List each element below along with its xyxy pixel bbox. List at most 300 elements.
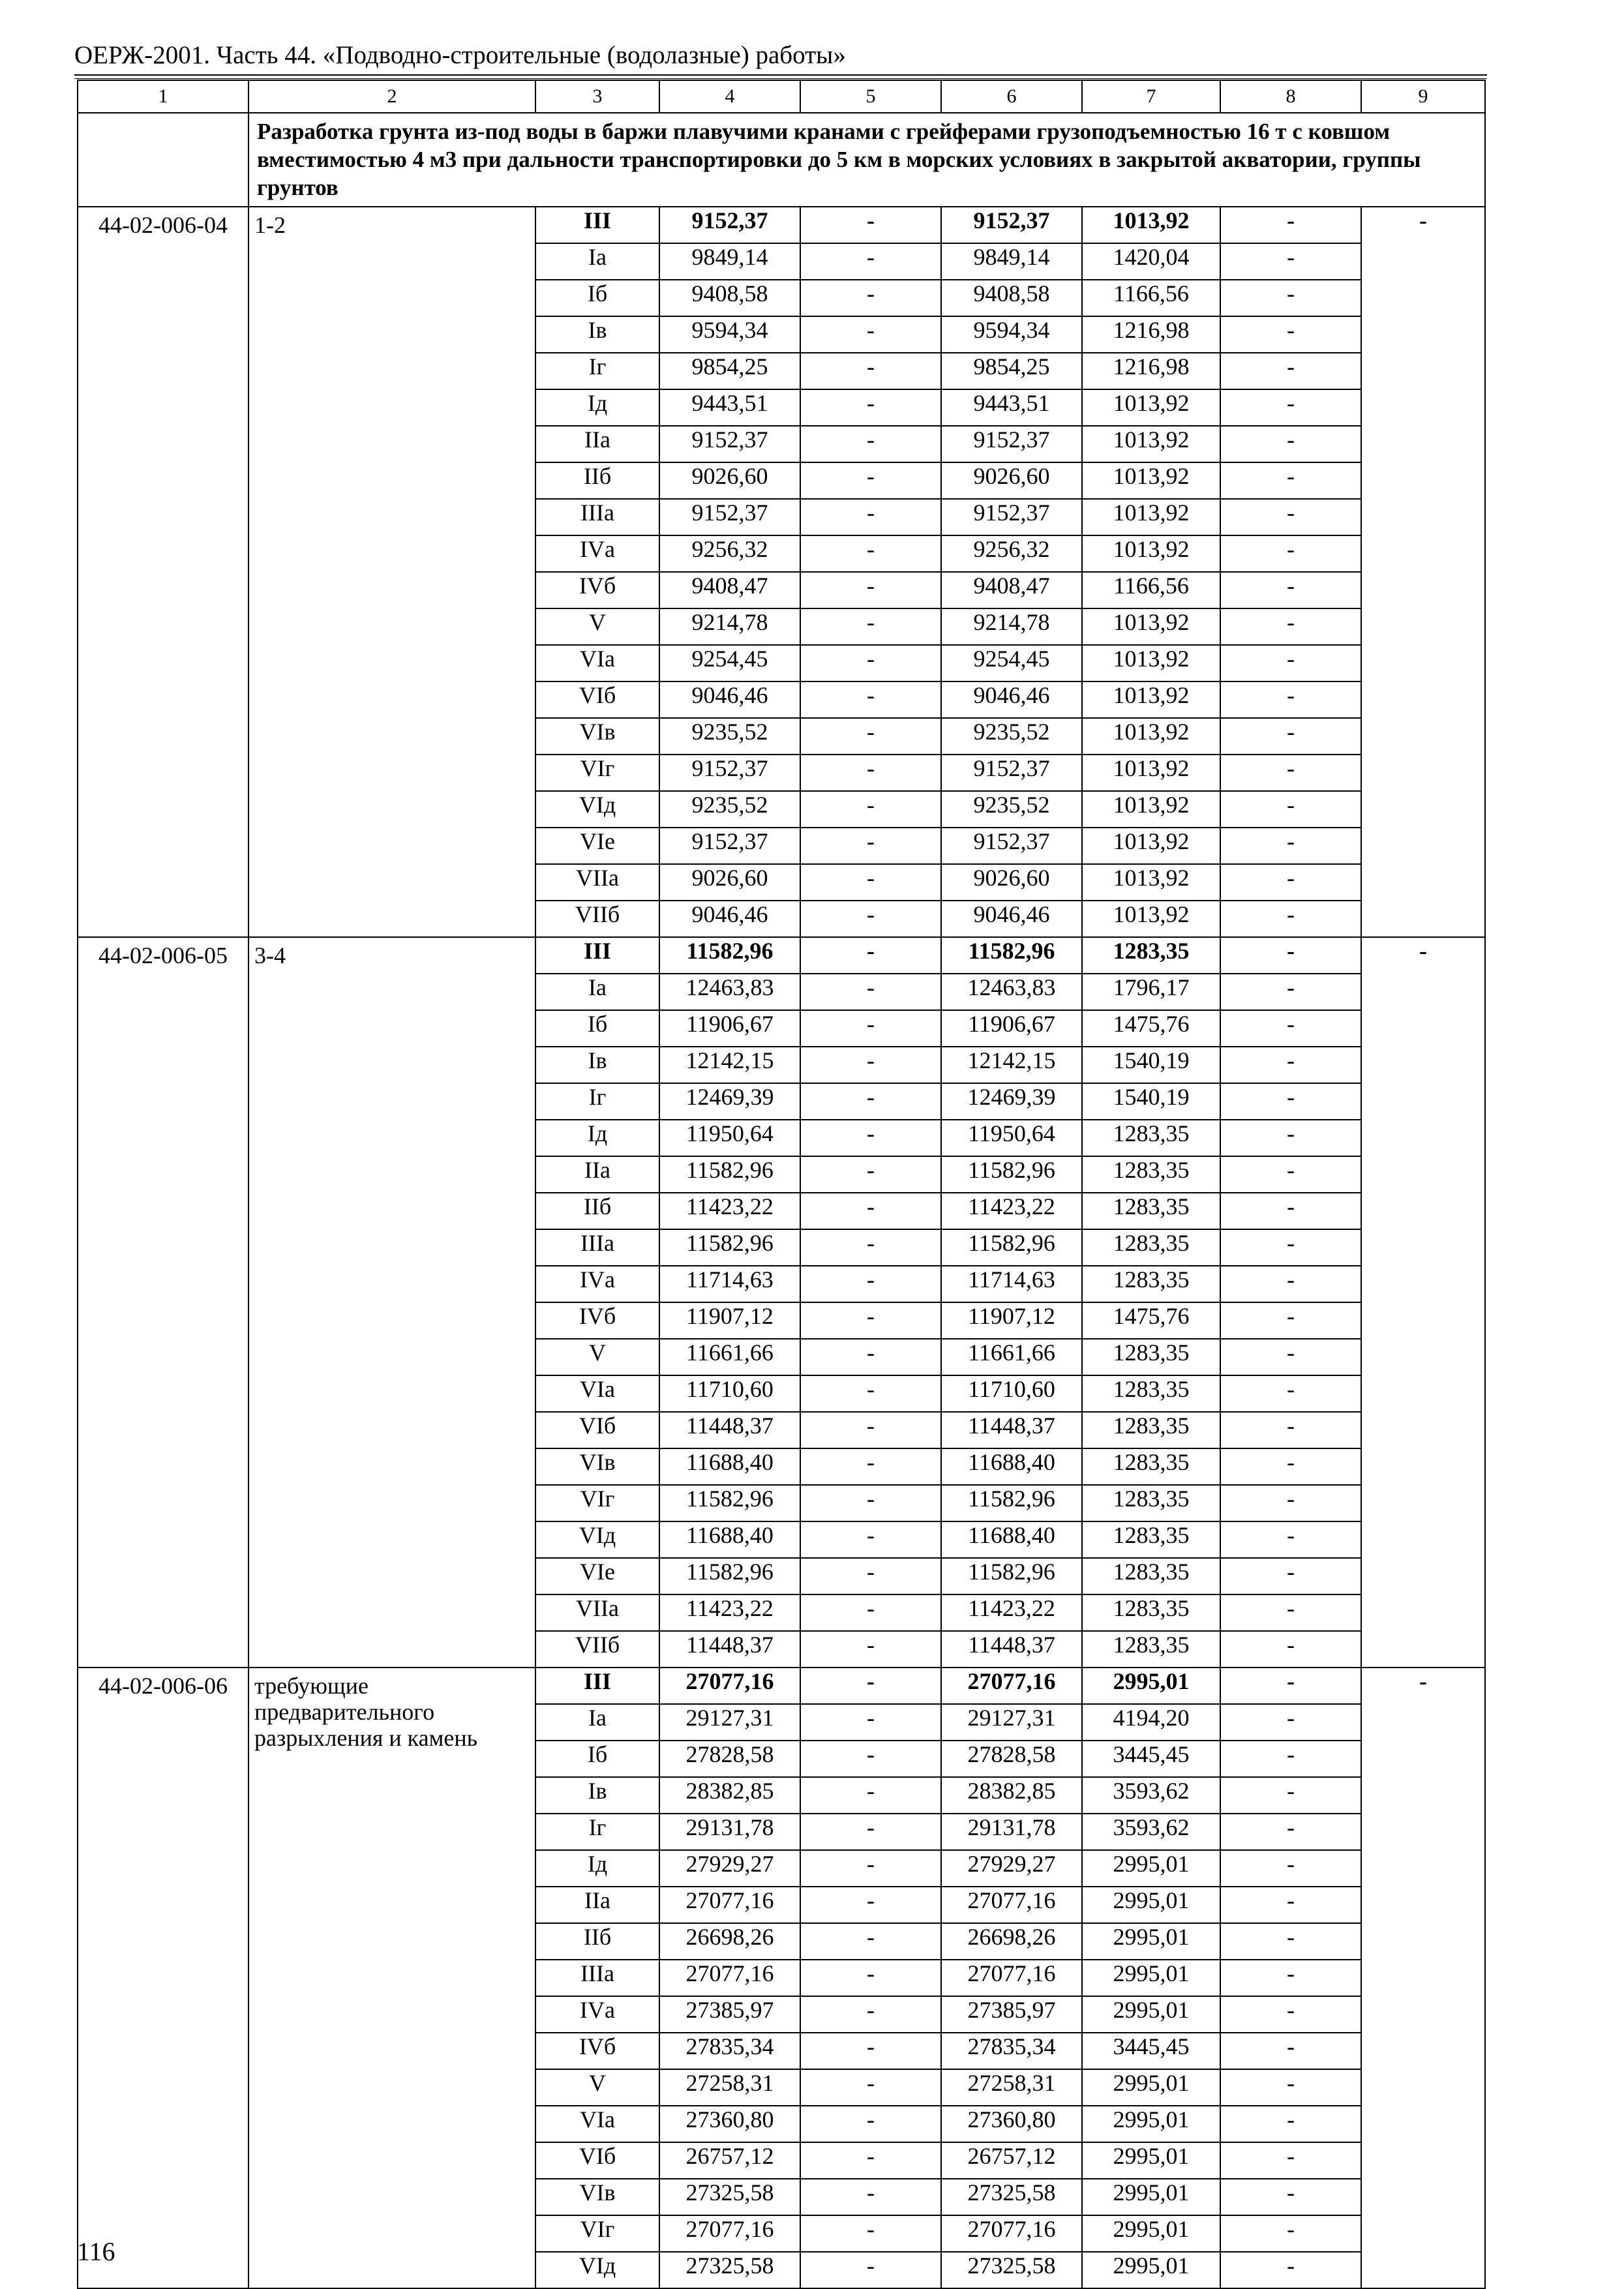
operator-wage-cell: 1540,19 — [1082, 1047, 1220, 1083]
price-zone-cell: III — [535, 1668, 659, 1704]
machine-cost-cell: 27325,58 — [941, 2179, 1082, 2215]
materials-cost-cell: - — [1220, 462, 1361, 499]
machine-cost-cell: 29131,78 — [941, 1814, 1082, 1850]
column-number: 1 — [78, 80, 248, 113]
materials-cost-cell: - — [1220, 243, 1361, 280]
operator-wage-cell: 1013,92 — [1082, 389, 1220, 426]
direct-cost-cell: 27077,16 — [659, 1960, 800, 1996]
machine-cost-cell: 9046,46 — [941, 901, 1082, 937]
price-zone-cell: IVа — [535, 1266, 659, 1302]
operator-wage-cell: 1166,56 — [1082, 280, 1220, 316]
materials-cost-cell: - — [1220, 2069, 1361, 2106]
price-zone-cell: VIд — [535, 1521, 659, 1558]
labor-cost-cell: - — [800, 1412, 941, 1448]
materials-cost-cell: - — [1220, 1156, 1361, 1193]
page-number: 116 — [77, 2237, 115, 2266]
operator-wage-cell: 3445,45 — [1082, 1741, 1220, 1777]
price-zone-cell: Iд — [535, 1120, 659, 1156]
materials-cost-cell: - — [1220, 1887, 1361, 1923]
operator-wage-cell: 1283,35 — [1082, 1558, 1220, 1594]
direct-cost-cell: 26698,26 — [659, 1923, 800, 1960]
direct-cost-cell: 9152,37 — [659, 499, 800, 535]
direct-cost-cell: 11582,96 — [659, 1558, 800, 1594]
labor-cost-cell: - — [800, 1448, 941, 1485]
price-zone-cell: Iг — [535, 353, 659, 389]
materials-cost-cell: - — [1220, 791, 1361, 828]
direct-cost-cell: 9408,47 — [659, 572, 800, 608]
column-number: 3 — [535, 80, 659, 113]
direct-cost-cell: 11582,96 — [659, 1229, 800, 1266]
direct-cost-cell: 27835,34 — [659, 2033, 800, 2069]
labor-cost-cell: - — [800, 426, 941, 462]
labor-cost-cell: - — [800, 243, 941, 280]
direct-cost-cell: 9046,46 — [659, 681, 800, 718]
machine-cost-cell: 11950,64 — [941, 1120, 1082, 1156]
operator-wage-cell: 2995,01 — [1082, 1960, 1220, 1996]
operator-wage-cell: 1283,35 — [1082, 1448, 1220, 1485]
materials-cost-cell: - — [1220, 1339, 1361, 1375]
price-zone-cell: IIб — [535, 462, 659, 499]
labor-cost-cell: - — [800, 353, 941, 389]
labor-cost-cell: - — [800, 608, 941, 645]
labor-cost-cell: - — [800, 1668, 941, 1704]
operator-wage-cell: 1283,35 — [1082, 937, 1220, 974]
labor-cost-cell: - — [800, 1339, 941, 1375]
direct-cost-cell: 9026,60 — [659, 864, 800, 901]
operator-wage-cell: 1283,35 — [1082, 1156, 1220, 1193]
labor-cost-cell: - — [800, 1156, 941, 1193]
materials-cost-cell: - — [1220, 1960, 1361, 1996]
operator-wage-cell: 1013,92 — [1082, 791, 1220, 828]
price-zone-cell: Iб — [535, 280, 659, 316]
empty-cell — [78, 113, 248, 207]
labor-cost-cell: - — [800, 2069, 941, 2106]
direct-cost-cell: 29131,78 — [659, 1814, 800, 1850]
direct-cost-cell: 9152,37 — [659, 426, 800, 462]
rate-code-cell: 44-02-006-04 — [78, 207, 248, 937]
price-zone-cell: Iг — [535, 1814, 659, 1850]
direct-cost-cell: 11582,96 — [659, 1156, 800, 1193]
direct-cost-cell: 9854,25 — [659, 353, 800, 389]
column-number: 9 — [1361, 80, 1485, 113]
machine-cost-cell: 11714,63 — [941, 1266, 1082, 1302]
materials-cost-cell: - — [1220, 389, 1361, 426]
operator-wage-cell: 1166,56 — [1082, 572, 1220, 608]
materials-cost-cell: - — [1220, 974, 1361, 1010]
extra-cell: - — [1361, 937, 1485, 1668]
labor-cost-cell: - — [800, 1850, 941, 1887]
machine-cost-cell: 9214,78 — [941, 608, 1082, 645]
labor-cost-cell: - — [800, 2033, 941, 2069]
direct-cost-cell: 11582,96 — [659, 937, 800, 974]
materials-cost-cell: - — [1220, 499, 1361, 535]
materials-cost-cell: - — [1220, 1047, 1361, 1083]
materials-cost-cell: - — [1220, 718, 1361, 755]
machine-cost-cell: 11710,60 — [941, 1375, 1082, 1412]
direct-cost-cell: 27077,16 — [659, 1887, 800, 1923]
price-zone-cell: Iв — [535, 316, 659, 353]
header-rule — [74, 74, 1487, 76]
soil-group-cell: требующие предварительного разрыхления и камень — [248, 1668, 535, 2288]
materials-cost-cell: - — [1220, 1083, 1361, 1120]
labor-cost-cell: - — [800, 718, 941, 755]
column-number: 5 — [800, 80, 941, 113]
machine-cost-cell: 9443,51 — [941, 389, 1082, 426]
labor-cost-cell: - — [800, 1996, 941, 2033]
price-zone-cell: IIб — [535, 1193, 659, 1229]
section-title-row — [78, 113, 1485, 207]
labor-cost-cell: - — [800, 535, 941, 572]
direct-cost-cell: 11661,66 — [659, 1339, 800, 1375]
price-zone-cell: VIа — [535, 2106, 659, 2142]
operator-wage-cell: 1283,35 — [1082, 1412, 1220, 1448]
direct-cost-cell: 9254,45 — [659, 645, 800, 681]
materials-cost-cell: - — [1220, 681, 1361, 718]
machine-cost-cell: 11582,96 — [941, 1156, 1082, 1193]
materials-cost-cell: - — [1220, 1923, 1361, 1960]
price-zone-cell: III — [535, 207, 659, 243]
labor-cost-cell: - — [800, 1594, 941, 1631]
materials-cost-cell: - — [1220, 572, 1361, 608]
materials-cost-cell: - — [1220, 316, 1361, 353]
price-zone-cell: Iв — [535, 1777, 659, 1814]
materials-cost-cell: - — [1220, 2033, 1361, 2069]
direct-cost-cell: 27929,27 — [659, 1850, 800, 1887]
price-zone-cell: VIIб — [535, 1631, 659, 1668]
labor-cost-cell: - — [800, 1266, 941, 1302]
labor-cost-cell: - — [800, 1083, 941, 1120]
machine-cost-cell: 9254,45 — [941, 645, 1082, 681]
machine-cost-cell: 27077,16 — [941, 1887, 1082, 1923]
direct-cost-cell: 27828,58 — [659, 1741, 800, 1777]
materials-cost-cell: - — [1220, 1266, 1361, 1302]
labor-cost-cell: - — [800, 755, 941, 791]
price-zone-cell: V — [535, 608, 659, 645]
operator-wage-cell: 2995,01 — [1082, 2069, 1220, 2106]
labor-cost-cell: - — [800, 462, 941, 499]
price-zone-cell: VIIа — [535, 1594, 659, 1631]
labor-cost-cell: - — [800, 389, 941, 426]
price-zone-cell: IIIа — [535, 1960, 659, 1996]
price-zone-cell: VIIб — [535, 901, 659, 937]
price-zone-cell: IVб — [535, 572, 659, 608]
labor-cost-cell: - — [800, 280, 941, 316]
operator-wage-cell: 1420,04 — [1082, 243, 1220, 280]
machine-cost-cell: 9026,60 — [941, 462, 1082, 499]
direct-cost-cell: 9256,32 — [659, 535, 800, 572]
direct-cost-cell: 29127,31 — [659, 1704, 800, 1741]
materials-cost-cell: - — [1220, 1814, 1361, 1850]
direct-cost-cell: 27258,31 — [659, 2069, 800, 2106]
page-header: ОЕРЖ-2001. Часть 44. «Подводно-строительные (водолазные) работы» — [74, 41, 846, 69]
machine-cost-cell: 26757,12 — [941, 2142, 1082, 2179]
materials-cost-cell: - — [1220, 1521, 1361, 1558]
machine-cost-cell: 9235,52 — [941, 718, 1082, 755]
direct-cost-cell: 27385,97 — [659, 1996, 800, 2033]
direct-cost-cell: 9046,46 — [659, 901, 800, 937]
operator-wage-cell: 1283,35 — [1082, 1266, 1220, 1302]
price-zone-cell: VIе — [535, 828, 659, 864]
operator-wage-cell: 1013,92 — [1082, 462, 1220, 499]
direct-cost-cell: 26757,12 — [659, 2142, 800, 2179]
price-zone-cell: IVб — [535, 2033, 659, 2069]
operator-wage-cell: 2995,01 — [1082, 2106, 1220, 2142]
direct-cost-cell: 9152,37 — [659, 755, 800, 791]
labor-cost-cell: - — [800, 1485, 941, 1521]
direct-cost-cell: 9235,52 — [659, 791, 800, 828]
direct-cost-cell: 11448,37 — [659, 1631, 800, 1668]
machine-cost-cell: 11423,22 — [941, 1594, 1082, 1631]
machine-cost-cell: 29127,31 — [941, 1704, 1082, 1741]
price-zone-cell: IIIа — [535, 1229, 659, 1266]
materials-cost-cell: - — [1220, 207, 1361, 243]
materials-cost-cell: - — [1220, 937, 1361, 974]
price-zone-cell: IVа — [535, 535, 659, 572]
operator-wage-cell: 2995,01 — [1082, 1923, 1220, 1960]
price-zone-cell: VIIа — [535, 864, 659, 901]
column-number: 7 — [1082, 80, 1220, 113]
price-zone-cell: IVа — [535, 1996, 659, 2033]
machine-cost-cell: 11906,67 — [941, 1010, 1082, 1047]
labor-cost-cell: - — [800, 1923, 941, 1960]
operator-wage-cell: 2995,01 — [1082, 1996, 1220, 2033]
price-zone-cell: VIв — [535, 718, 659, 755]
operator-wage-cell: 2995,01 — [1082, 2179, 1220, 2215]
labor-cost-cell: - — [800, 791, 941, 828]
direct-cost-cell: 9026,60 — [659, 462, 800, 499]
direct-cost-cell: 9214,78 — [659, 608, 800, 645]
operator-wage-cell: 1283,35 — [1082, 1485, 1220, 1521]
machine-cost-cell: 11688,40 — [941, 1521, 1082, 1558]
labor-cost-cell: - — [800, 572, 941, 608]
labor-cost-cell: - — [800, 1777, 941, 1814]
machine-cost-cell: 27385,97 — [941, 1996, 1082, 2033]
materials-cost-cell: - — [1220, 1302, 1361, 1339]
materials-cost-cell: - — [1220, 864, 1361, 901]
labor-cost-cell: - — [800, 1375, 941, 1412]
soil-group-cell: 3-4 — [248, 937, 535, 1668]
header-rule-thin — [74, 78, 1487, 79]
labor-cost-cell: - — [800, 207, 941, 243]
labor-cost-cell: - — [800, 828, 941, 864]
direct-cost-cell: 11423,22 — [659, 1193, 800, 1229]
machine-cost-cell: 9594,34 — [941, 316, 1082, 353]
price-zone-cell: Iд — [535, 1850, 659, 1887]
operator-wage-cell: 1013,92 — [1082, 718, 1220, 755]
price-zone-cell: IIа — [535, 1156, 659, 1193]
machine-cost-cell: 28382,85 — [941, 1777, 1082, 1814]
labor-cost-cell: - — [800, 937, 941, 974]
labor-cost-cell: - — [800, 316, 941, 353]
operator-wage-cell: 1283,35 — [1082, 1375, 1220, 1412]
materials-cost-cell: - — [1220, 1412, 1361, 1448]
materials-cost-cell: - — [1220, 1558, 1361, 1594]
labor-cost-cell: - — [800, 1302, 941, 1339]
operator-wage-cell: 1013,92 — [1082, 426, 1220, 462]
machine-cost-cell: 9854,25 — [941, 353, 1082, 389]
direct-cost-cell: 11906,67 — [659, 1010, 800, 1047]
labor-cost-cell: - — [800, 2142, 941, 2179]
direct-cost-cell: 9235,52 — [659, 718, 800, 755]
materials-cost-cell: - — [1220, 608, 1361, 645]
operator-wage-cell: 1013,92 — [1082, 681, 1220, 718]
operator-wage-cell: 1283,35 — [1082, 1120, 1220, 1156]
direct-cost-cell: 12469,39 — [659, 1083, 800, 1120]
materials-cost-cell: - — [1220, 426, 1361, 462]
machine-cost-cell: 9152,37 — [941, 207, 1082, 243]
direct-cost-cell: 11688,40 — [659, 1521, 800, 1558]
price-zone-cell: Iа — [535, 243, 659, 280]
materials-cost-cell: - — [1220, 2106, 1361, 2142]
machine-cost-cell: 9408,58 — [941, 280, 1082, 316]
machine-cost-cell: 11582,96 — [941, 937, 1082, 974]
materials-cost-cell: - — [1220, 1485, 1361, 1521]
price-zone-cell: IIIа — [535, 499, 659, 535]
price-zone-cell: IVб — [535, 1302, 659, 1339]
operator-wage-cell: 1216,98 — [1082, 353, 1220, 389]
table-row — [78, 937, 1485, 974]
price-zone-cell: VIб — [535, 681, 659, 718]
machine-cost-cell: 27077,16 — [941, 2215, 1082, 2252]
labor-cost-cell: - — [800, 1814, 941, 1850]
direct-cost-cell: 9152,37 — [659, 207, 800, 243]
labor-cost-cell: - — [800, 645, 941, 681]
materials-cost-cell: - — [1220, 1375, 1361, 1412]
section-title: Разработка грунта из-под воды в баржи плавучими кранами с грейферами грузоподъемностью 16 т с ковшом вместимостью 4 м3 при дальности транспортировки до 5 км в морских условиях в закрытой акватории, группы грунтов — [257, 119, 1421, 200]
direct-cost-cell: 27360,80 — [659, 2106, 800, 2142]
materials-cost-cell: - — [1220, 1996, 1361, 2033]
price-zone-cell: IIа — [535, 426, 659, 462]
price-zone-cell: VIг — [535, 755, 659, 791]
machine-cost-cell: 9408,47 — [941, 572, 1082, 608]
column-number: 4 — [659, 80, 800, 113]
labor-cost-cell: - — [800, 901, 941, 937]
labor-cost-cell: - — [800, 974, 941, 1010]
price-zone-cell: VIд — [535, 2252, 659, 2288]
price-zone-cell: IIа — [535, 1887, 659, 1923]
direct-cost-cell: 11423,22 — [659, 1594, 800, 1631]
direct-cost-cell: 11448,37 — [659, 1412, 800, 1448]
operator-wage-cell: 1283,35 — [1082, 1521, 1220, 1558]
price-zone-cell: VIе — [535, 1558, 659, 1594]
materials-cost-cell: - — [1220, 1120, 1361, 1156]
direct-cost-cell: 9408,58 — [659, 280, 800, 316]
labor-cost-cell: - — [800, 1741, 941, 1777]
direct-cost-cell: 12142,15 — [659, 1047, 800, 1083]
rates-table — [77, 80, 1486, 2289]
materials-cost-cell: - — [1220, 1704, 1361, 1741]
price-zone-cell: Iд — [535, 389, 659, 426]
machine-cost-cell: 26698,26 — [941, 1923, 1082, 1960]
price-zone-cell: VIд — [535, 791, 659, 828]
machine-cost-cell: 9152,37 — [941, 755, 1082, 791]
price-zone-cell: VIг — [535, 2215, 659, 2252]
labor-cost-cell: - — [800, 1193, 941, 1229]
price-zone-cell: Iв — [535, 1047, 659, 1083]
direct-cost-cell: 27077,16 — [659, 2215, 800, 2252]
machine-cost-cell: 27325,58 — [941, 2252, 1082, 2288]
operator-wage-cell: 1013,92 — [1082, 828, 1220, 864]
price-zone-cell: VIб — [535, 1412, 659, 1448]
direct-cost-cell: 27077,16 — [659, 1668, 800, 1704]
machine-cost-cell: 9046,46 — [941, 681, 1082, 718]
machine-cost-cell: 27828,58 — [941, 1741, 1082, 1777]
table-row — [78, 1668, 1485, 1704]
extra-cell: - — [1361, 1668, 1485, 2288]
operator-wage-cell: 1013,92 — [1082, 499, 1220, 535]
labor-cost-cell: - — [800, 1521, 941, 1558]
materials-cost-cell: - — [1220, 1010, 1361, 1047]
operator-wage-cell: 1796,17 — [1082, 974, 1220, 1010]
machine-cost-cell: 27258,31 — [941, 2069, 1082, 2106]
operator-wage-cell: 3445,45 — [1082, 2033, 1220, 2069]
materials-cost-cell: - — [1220, 1193, 1361, 1229]
machine-cost-cell: 27835,34 — [941, 2033, 1082, 2069]
operator-wage-cell: 1013,92 — [1082, 645, 1220, 681]
operator-wage-cell: 1283,35 — [1082, 1193, 1220, 1229]
direct-cost-cell: 27325,58 — [659, 2252, 800, 2288]
price-zone-cell: VIв — [535, 1448, 659, 1485]
direct-cost-cell: 11688,40 — [659, 1448, 800, 1485]
operator-wage-cell: 1013,92 — [1082, 207, 1220, 243]
operator-wage-cell: 1013,92 — [1082, 535, 1220, 572]
materials-cost-cell: - — [1220, 828, 1361, 864]
operator-wage-cell: 1475,76 — [1082, 1010, 1220, 1047]
direct-cost-cell: 11710,60 — [659, 1375, 800, 1412]
machine-cost-cell: 27077,16 — [941, 1668, 1082, 1704]
extra-cell: - — [1361, 207, 1485, 937]
table-row — [78, 207, 1485, 243]
materials-cost-cell: - — [1220, 1594, 1361, 1631]
operator-wage-cell: 1540,19 — [1082, 1083, 1220, 1120]
machine-cost-cell: 11688,40 — [941, 1448, 1082, 1485]
materials-cost-cell: - — [1220, 1741, 1361, 1777]
direct-cost-cell: 9152,37 — [659, 828, 800, 864]
rate-code-cell: 44-02-006-06 — [78, 1668, 248, 2288]
direct-cost-cell: 9849,14 — [659, 243, 800, 280]
price-zone-cell: Iа — [535, 974, 659, 1010]
materials-cost-cell: - — [1220, 2252, 1361, 2288]
direct-cost-cell: 9443,51 — [659, 389, 800, 426]
labor-cost-cell: - — [800, 681, 941, 718]
labor-cost-cell: - — [800, 1047, 941, 1083]
column-number: 2 — [248, 80, 535, 113]
operator-wage-cell: 2995,01 — [1082, 1668, 1220, 1704]
operator-wage-cell: 2995,01 — [1082, 1887, 1220, 1923]
machine-cost-cell: 12142,15 — [941, 1047, 1082, 1083]
materials-cost-cell: - — [1220, 1448, 1361, 1485]
operator-wage-cell: 1013,92 — [1082, 901, 1220, 937]
labor-cost-cell: - — [800, 499, 941, 535]
labor-cost-cell: - — [800, 1558, 941, 1594]
operator-wage-cell: 1013,92 — [1082, 864, 1220, 901]
materials-cost-cell: - — [1220, 1668, 1361, 1704]
direct-cost-cell: 28382,85 — [659, 1777, 800, 1814]
table-body — [78, 80, 1485, 2288]
column-number-row — [78, 80, 1485, 113]
machine-cost-cell: 11423,22 — [941, 1193, 1082, 1229]
operator-wage-cell: 1013,92 — [1082, 755, 1220, 791]
materials-cost-cell: - — [1220, 901, 1361, 937]
machine-cost-cell: 9152,37 — [941, 499, 1082, 535]
labor-cost-cell: - — [800, 1229, 941, 1266]
machine-cost-cell: 9849,14 — [941, 243, 1082, 280]
operator-wage-cell: 2995,01 — [1082, 1850, 1220, 1887]
materials-cost-cell: - — [1220, 1229, 1361, 1266]
labor-cost-cell: - — [800, 1704, 941, 1741]
operator-wage-cell: 3593,62 — [1082, 1777, 1220, 1814]
operator-wage-cell: 2995,01 — [1082, 2142, 1220, 2179]
